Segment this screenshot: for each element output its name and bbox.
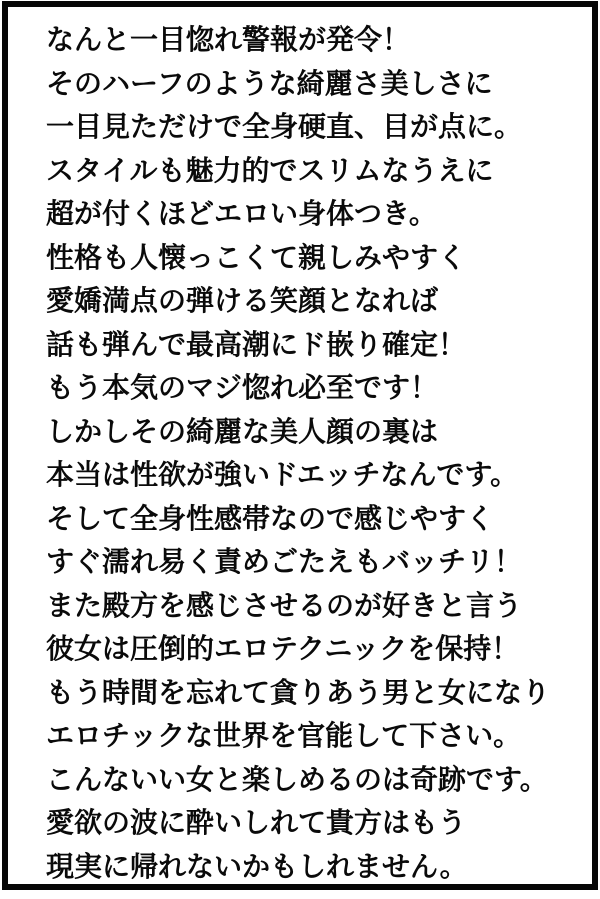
text-line: 彼女は圧倒的エロテクニックを保持！	[46, 634, 520, 665]
text-line: 一目見ただけで全身硬直、目が点に。	[46, 112, 523, 143]
text-line: 性格も人懐っこくて親しみやすく	[46, 242, 467, 274]
text-line: 本当は性欲が強いドエッチなんです。	[46, 460, 519, 491]
text-panel-frame	[2, 1, 598, 890]
text-line: そのハーフのような綺麗さ美しさに	[46, 68, 493, 100]
text-line: スタイルも魅力的でスリムなうえに	[46, 155, 494, 187]
text-line: なんと一目惚れ警報が発令！	[46, 25, 411, 56]
text-line: もう時間を忘れて貪りあう男と女になり	[46, 677, 551, 709]
text-line: 愛欲の波に酔いしれて貴方はもう	[46, 808, 467, 839]
text-line: こんないい女と楽しめるのは奇跡です。	[46, 764, 548, 796]
text-line: そして全身性感帯なので感じやすく	[46, 503, 495, 535]
text-line: しかしその綺麗な美人顔の裏は	[46, 416, 439, 448]
text-line: 愛嬌満点の弾ける笑顔となれば	[46, 286, 439, 317]
text-line: すぐ濡れ易く責めごたえもバッチリ！	[46, 547, 523, 578]
text-line: 現実に帰れないかもしれません。	[46, 851, 468, 883]
text-line: エロチックな世界を官能して下さい。	[46, 721, 522, 752]
text-panel	[8, 7, 592, 889]
text-line: 超が付くほどエロい身体つき。	[46, 199, 437, 230]
text-line: また殿方を感じさせるのが好きと言う	[46, 590, 523, 622]
text-line: 話も弾んで最高潮にド嵌り確定！	[46, 329, 467, 361]
text-line: もう本気のマジ惚れ必至です！	[46, 373, 439, 404]
